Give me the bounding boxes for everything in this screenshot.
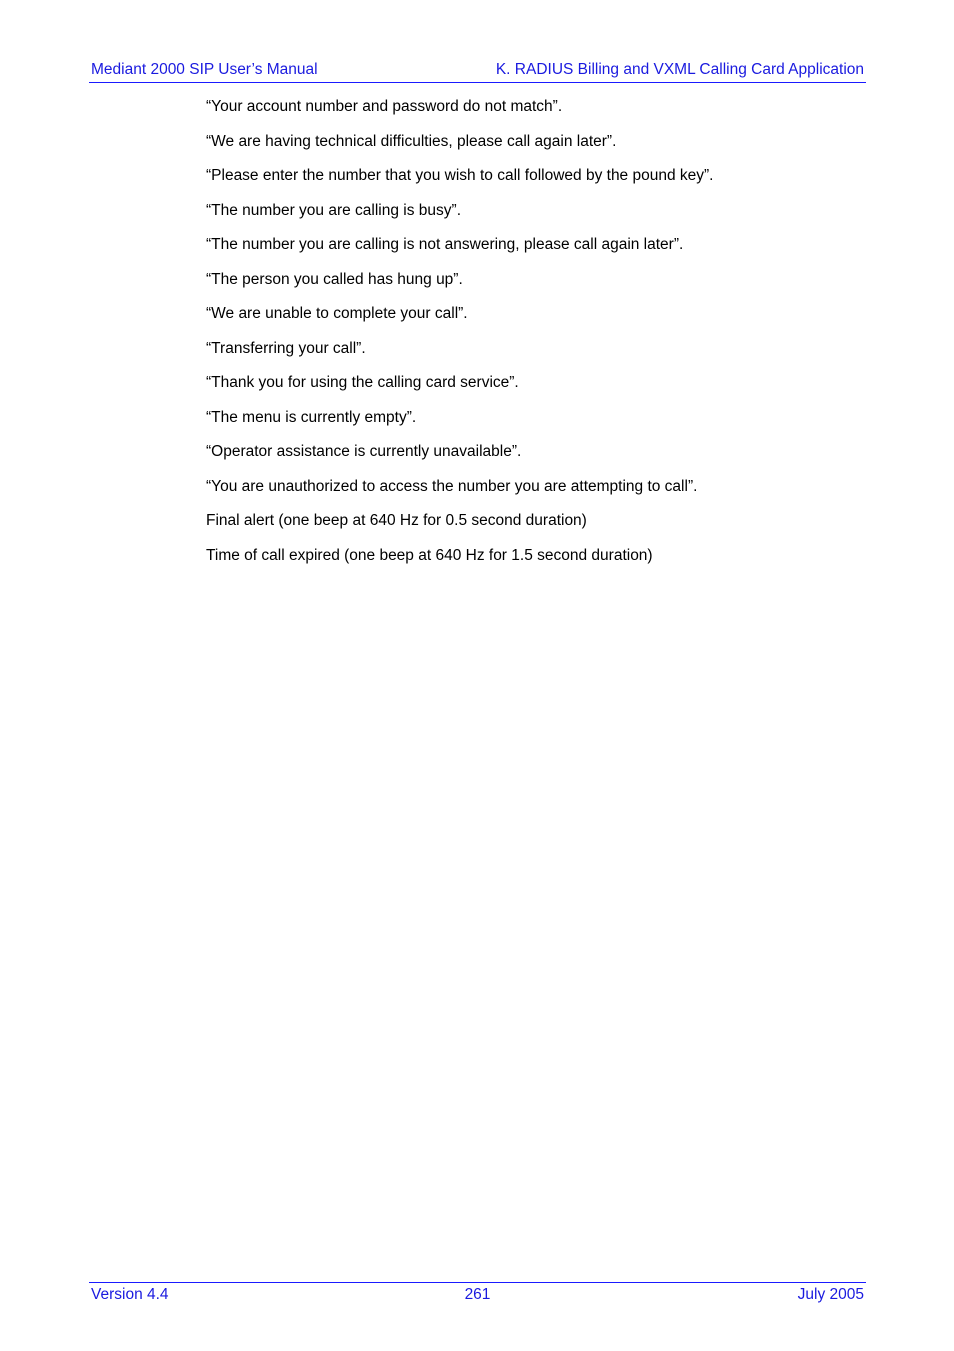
prompt-line: Final alert (one beep at 640 Hz for 0.5 second duration) <box>206 512 587 529</box>
prompt-line: “You are unauthorized to access the number you are attempting to call”. <box>206 477 698 495</box>
header-manual-title: Mediant 2000 SIP User’s Manual <box>91 61 318 78</box>
prompt-line: “Thank you for using the calling card service”. <box>206 374 519 391</box>
footer-version: Version 4.4 <box>91 1286 169 1303</box>
prompt-line: “Operator assistance is currently unavailable”. <box>206 443 522 460</box>
prompt-line: “The person you called has hung up”. <box>206 270 463 288</box>
footer-date: July 2005 <box>797 1286 864 1303</box>
footer-page-number: 261 <box>464 1286 491 1303</box>
page-footer <box>89 1282 866 1307</box>
page-header <box>89 60 866 83</box>
prompt-line: “The menu is currently empty”. <box>206 408 417 426</box>
prompt-line: “The number you are calling is busy”. <box>206 201 462 219</box>
prompt-list <box>206 97 846 580</box>
prompt-line: “Transferring your call”. <box>206 339 366 357</box>
header-chapter-title: K. RADIUS Billing and VXML Calling Card Application <box>495 61 864 78</box>
prompt-line: “We are having technical difficulties, please call again later”. <box>206 132 617 150</box>
prompt-line: “Your account number and password do not match”. <box>206 98 563 115</box>
prompt-line: “The number you are calling is not answering, please call again later”. <box>206 236 684 253</box>
prompt-line: “We are unable to complete your call”. <box>206 305 468 322</box>
prompt-line: Time of call expired (one beep at 640 Hz for 1.5 second duration) <box>206 546 653 564</box>
prompt-line: “Please enter the number that you wish to call followed by the pound key”. <box>206 167 714 184</box>
